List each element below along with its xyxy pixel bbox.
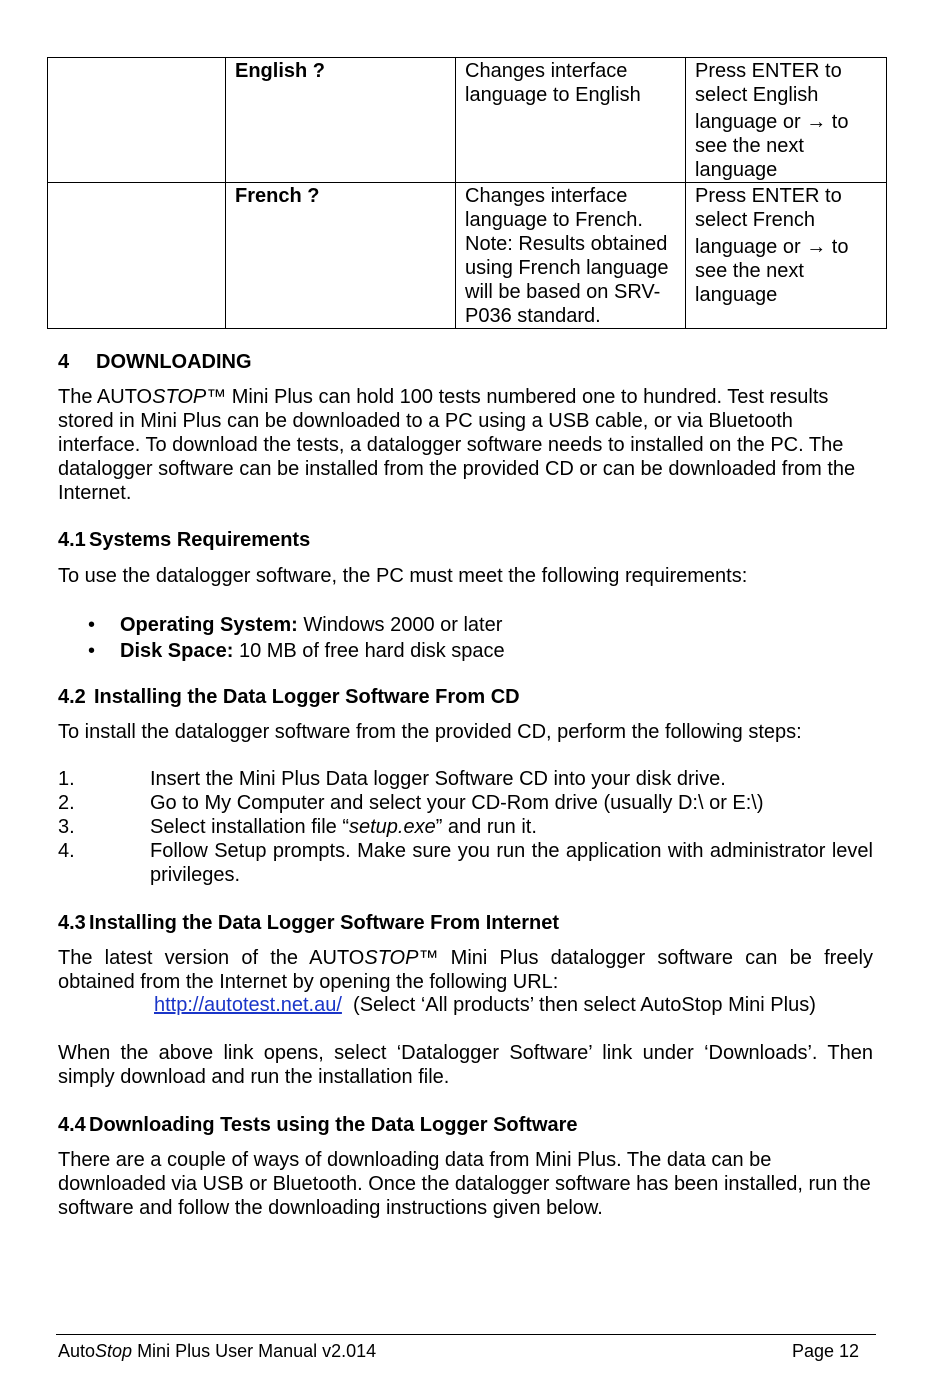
action-line: language or → to (695, 111, 849, 133)
description-cell: Changes interface language to French. Note: Results obtained using French language will be based on SRV-P036 standard. (456, 183, 686, 329)
step-number: 1. (58, 768, 75, 790)
action-cell (686, 183, 887, 329)
paragraph (58, 385, 873, 505)
step-number: 3. (58, 816, 75, 838)
option-cell: English ? (226, 58, 456, 183)
list-item (58, 767, 873, 791)
section-heading (58, 911, 559, 935)
section-title: Downloading Tests using the Data Logger Software (89, 1114, 578, 1136)
brand-prefix: The latest version of the AUTO (58, 947, 365, 969)
table-cell-empty (48, 58, 226, 183)
section-heading (58, 685, 520, 709)
section-number: 4.3 (58, 912, 86, 934)
list-item (58, 815, 873, 839)
url-note: (Select ‘All products’ then select AutoStop Mini Plus) (353, 994, 816, 1016)
footer-brand-prefix: Auto (58, 1341, 96, 1361)
item-value: Windows 2000 or later (297, 614, 503, 636)
language-options-table (47, 57, 887, 329)
section-heading (58, 528, 310, 552)
section-number: 4.2 (58, 686, 86, 708)
step-text-pre: Select installation file “ (150, 816, 349, 838)
paragraph-text: ™ Mini Plus datalogger software can be freely obtained from the Internet by opening the following URL: (58, 947, 873, 993)
list-item (58, 638, 858, 664)
description-cell: Changes interface language to English (456, 58, 686, 183)
footer-divider (56, 1334, 876, 1335)
step-text: Follow Setup prompts. Make sure you run the application with administrator level privileges. (150, 840, 873, 886)
action-line: select English (695, 84, 819, 106)
item-label: Operating System: (120, 614, 298, 636)
action-line: language or → to (695, 236, 849, 258)
list-item (58, 791, 873, 815)
table-row (48, 58, 887, 183)
section-number: 4.1 (58, 529, 86, 551)
footer-title (58, 1340, 376, 1362)
paragraph: To install the datalogger software from the provided CD, perform the following steps: (58, 721, 802, 743)
step-text: Go to My Computer and select your CD-Rom drive (usually D:\ or E:\) (150, 792, 764, 814)
page-number: Page 12 (792, 1341, 860, 1361)
brand-italic: STOP (364, 947, 419, 969)
item-label: Disk Space: (120, 640, 234, 662)
step-text: Insert the Mini Plus Data logger Software CD into your disk drive. (150, 768, 726, 790)
paragraph: When the above link opens, select ‘Datalogger Software’ link under ‘Downloads’. Then simply download and run the installation file. (58, 1042, 873, 1088)
section-title: Installing the Data Logger Software From Internet (89, 912, 560, 934)
paragraph (58, 946, 873, 994)
section-title: Installing the Data Logger Software From CD (94, 686, 520, 708)
brand-italic: STOP (152, 386, 207, 408)
action-line: language (695, 159, 778, 181)
step-text-post: ” and run it. (435, 816, 537, 838)
paragraph-text: ™ Mini Plus can hold 100 tests numbered one to hundred. Test results stored in Mini Plus can be downloaded to a PC using a USB cable, or via Bluetooth interface. To download the tests, a datalogger software needs to installed on the PC. The datalogger software can be installed from the provided CD or can be downloaded from the Internet. (58, 386, 856, 504)
action-cell (686, 58, 887, 183)
action-line: see the next (695, 135, 804, 157)
paragraph: There are a couple of ways of downloading data from Mini Plus. The data can be downloaded via USB or Bluetooth. Once the datalogger software has been installed, run the software and follow the downloading instructions given below. (58, 1149, 871, 1219)
table-cell-empty (48, 183, 226, 329)
file-name: setup.exe (348, 816, 436, 838)
item-value: 10 MB of free hard disk space (233, 640, 505, 662)
footer-brand-italic: Stop (95, 1341, 133, 1361)
install-steps-list (58, 767, 873, 887)
action-line: language (695, 284, 778, 306)
section-title: DOWNLOADING (96, 351, 252, 373)
list-item (58, 839, 873, 887)
brand-prefix: The AUTO (58, 386, 153, 408)
section-number: 4.4 (58, 1114, 86, 1136)
table-row (48, 183, 887, 329)
footer-manual-name: Mini Plus User Manual v2.014 (132, 1341, 377, 1361)
option-cell: French ? (226, 183, 456, 329)
step-number: 4. (58, 840, 75, 862)
list-item (58, 612, 858, 638)
paragraph: To use the datalogger software, the PC must meet the following requirements: (58, 565, 748, 587)
requirements-list (58, 612, 858, 664)
section-heading (58, 1113, 578, 1137)
step-number: 2. (58, 792, 75, 814)
section-title: Systems Requirements (89, 529, 311, 551)
url-line (154, 993, 874, 1017)
action-line: select French (695, 209, 816, 231)
step-text (150, 815, 873, 839)
section-number: 4 (58, 351, 70, 373)
action-line: Press ENTER to (695, 60, 842, 82)
action-line: Press ENTER to (695, 185, 842, 207)
action-line: see the next (695, 260, 804, 282)
section-heading (58, 350, 252, 374)
autotest-link[interactable]: http://autotest.net.au/ (154, 994, 342, 1016)
